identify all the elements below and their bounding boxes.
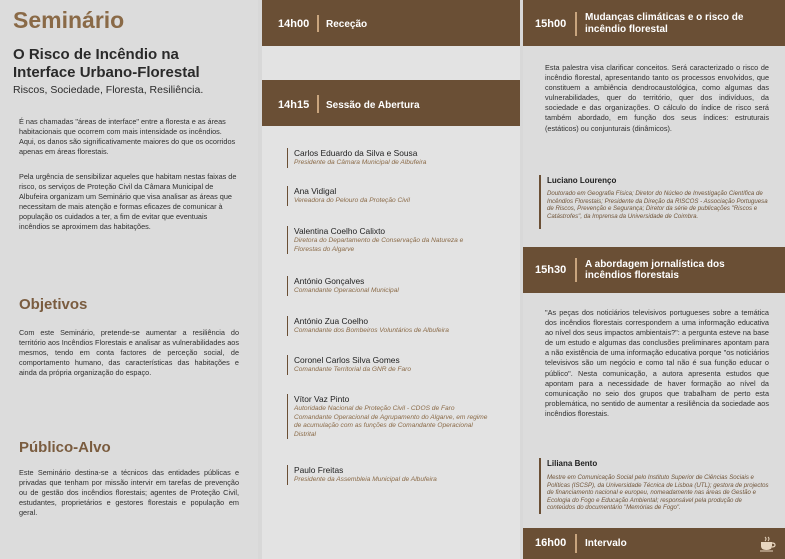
session-title-line-2: incêndios florestais [585,270,679,281]
subtitle-line-1: O Risco de Incêndio na [13,46,179,63]
session-title: Sessão de Abertura [326,100,420,111]
divider [317,15,319,32]
session-break-bar [523,528,785,559]
session-time: 15h30 [535,264,567,276]
session-reception-bar [262,0,520,46]
speaker-role: Presidente da Assembleia Municipal de Albufeira [294,476,437,483]
session-time: 14h00 [278,18,310,30]
speaker-marker [539,175,541,229]
speaker-entry [287,355,514,375]
speaker-name: Carlos Eduardo da Silva e Sousa [294,148,418,158]
audience-text: Este Seminário destina-se a técnicos das entidades públicas e privadas que tenham por missão intervir em tarefas de prevenção ou de gestão dos incêndios florestais; agentes de Proteção Civil, estudantes, proprietários e gestores florestais e população em geral. [19,468,239,518]
speaker-name: Paulo Freitas [294,465,344,475]
speaker-role: Comandante Territorial da GNR de Faro [294,366,412,373]
session-title: Receção [326,19,368,30]
session-time: 16h00 [535,537,567,549]
intro-paragraph-1: É nas chamadas "áreas de interface" entre a floresta e as áreas habitacionais que ocorrem com mais intensidade os incêndios. Aqui, os danos são significativamente maiores do que os ocorridos apenas em áreas florestais. [19,117,236,157]
session-title-line-1: Mudanças climáticas e o risco de [585,12,744,23]
journalism-talk-text: "As peças dos noticiários televisivos portugueses sobre a temática dos incêndios florestais correspondem a uma informação educativa ao nível dos seus impactos ambientais?": a pergunta esteve na base de um estudo e algumas das conclusões preliminares apontam para a não existência de uma informação educativa porque "os noticiários televisivos são um negócio e como tal não é sua função educar o público". Nesta comunicação, a autora apresenta estudos que apontam para a necessidade de haver formação ao nível da comunicação no seio dos grupos que trabalham de perto esta problemática, no sentido de aumentar a resiliência da sociedade aos incêndios florestais. [545,308,769,418]
speaker-role: Vereadora do Pelouro da Proteção Civil [294,197,410,204]
speaker-entry [287,226,464,254]
page-title: Seminário [13,7,125,33]
session-climate-bar [523,0,785,46]
speaker-bio: Doutorado em Geografia Física; Diretor do Núcleo de Investigação Científica de Incêndios Florestais; Presidente da Direção da RISCOS - Associação Portuguesa de Riscos, Prevenção e Segurança; Diretor da série de publicações "Riscos e Catástrofes", da Imprensa da Universidade de Coimbra. [547,190,768,220]
left-panel [0,0,258,559]
speaker-name: Luciano Lourenço [547,176,617,185]
divider [575,534,577,553]
session-time: 15h00 [535,18,567,30]
speaker-name: Coronel Carlos Silva Gomes [294,355,400,365]
speaker-name: Valentina Coelho Calixto [294,226,386,236]
session-opening-bar [262,80,520,126]
session-title-line-1: A abordagem jornalística dos [585,259,725,270]
objectives-heading: Objetivos [19,296,88,313]
right-panel [523,0,785,559]
speaker-entry [287,394,494,439]
objectives-text: Com este Seminário, pretende-se aumentar a resiliência do território aos Incêndios Florestais e analisar as vulnerabilidades aos mesmos, tendo em conta factores de perceção social, de comportamento humano, das características das habitações e ainda da própria organização do espaço. [19,328,239,378]
speaker-name: Liliana Bento [547,459,598,468]
speaker-name: António Gonçalves [294,276,365,286]
speaker-entry [287,316,514,336]
speaker-role: Presidente da Câmara Municipal de Albufeira [294,159,427,166]
divider [575,258,577,282]
speaker-role: Autoridade Nacional de Proteção Civil - CDOS de Faro Comandante Operacional de Agrupamento do Algarve, em regime de acumulação com as funções de Comandante Operacional Distrital [294,405,488,438]
speaker-entry [287,186,514,206]
speaker-entry [287,276,514,296]
speaker-bio: Mestre em Comunicação Social pelo Instituto Superior de Ciências Sociais e Políticas (ISCSP), da Universidade Técnica de Lisboa (UTL); gestora de projectos de financiamento nacional e europeu, nomeadamente nas áreas de Gestão e Ecologia do Fogo e Educação Ambiental; responsável pela produção de conteúdos do documentário "Memórias de Fogo". [547,474,769,512]
tagline: Riscos, Sociedade, Floresta, Resiliência. [13,84,204,96]
speaker-marker [539,458,541,514]
divider [317,95,319,113]
session-title: Intervalo [585,538,627,549]
speaker-role: Diretora do Departamento de Conservação da Natureza e Florestas do Algarve [294,237,464,253]
speaker-role: Comandante dos Bombeiros Voluntários de Albufeira [294,327,449,334]
speaker-name: Ana Vidigal [294,186,337,196]
climate-talk-text: Esta palestra visa clarificar conceitos. Será caracterizado o risco de incêndio florestal, apresentando tanto os processos envolvidos, que constituem a ambiência dendrocaustológica, como algumas das vulnerabilidades, quer do território, quer dos indivíduos, da sociedade e das organizações. O cálculo do índice de risco será também abordado, em função dos seus índices: estruturais (estáticos) ou conjunturais (dinâmicos). [545,63,769,133]
subtitle-line-2: Interface Urbano-Florestal [13,64,200,81]
speaker-entry [287,148,514,168]
intro-paragraph-2: Pela urgência de sensibilizar aqueles que habitam nestas faixas de risco, os serviços de Proteção Civil da Câmara Municipal de Albufeira organizam um Seminário que visa analisar as áreas que necessitam de mais atenção e formas eficazes de comunicar à população os cuidados a ter, a fim de evitar que eventuais incêndios se aproximem das habitações. [19,172,237,232]
session-title-line-2: incêndio florestal [585,24,668,35]
speaker-name: António Zua Coelho [294,316,369,326]
speaker-role: Comandante Operacional Municipal [294,287,399,294]
speaker-name: Vítor Vaz Pinto [294,394,350,404]
session-journalism-bar [523,247,785,293]
coffee-cup-icon [759,536,777,552]
middle-panel [262,0,520,559]
session-time: 14h15 [278,99,310,111]
divider [575,12,577,36]
audience-heading: Público-Alvo [19,439,111,456]
speaker-entry [287,465,514,485]
